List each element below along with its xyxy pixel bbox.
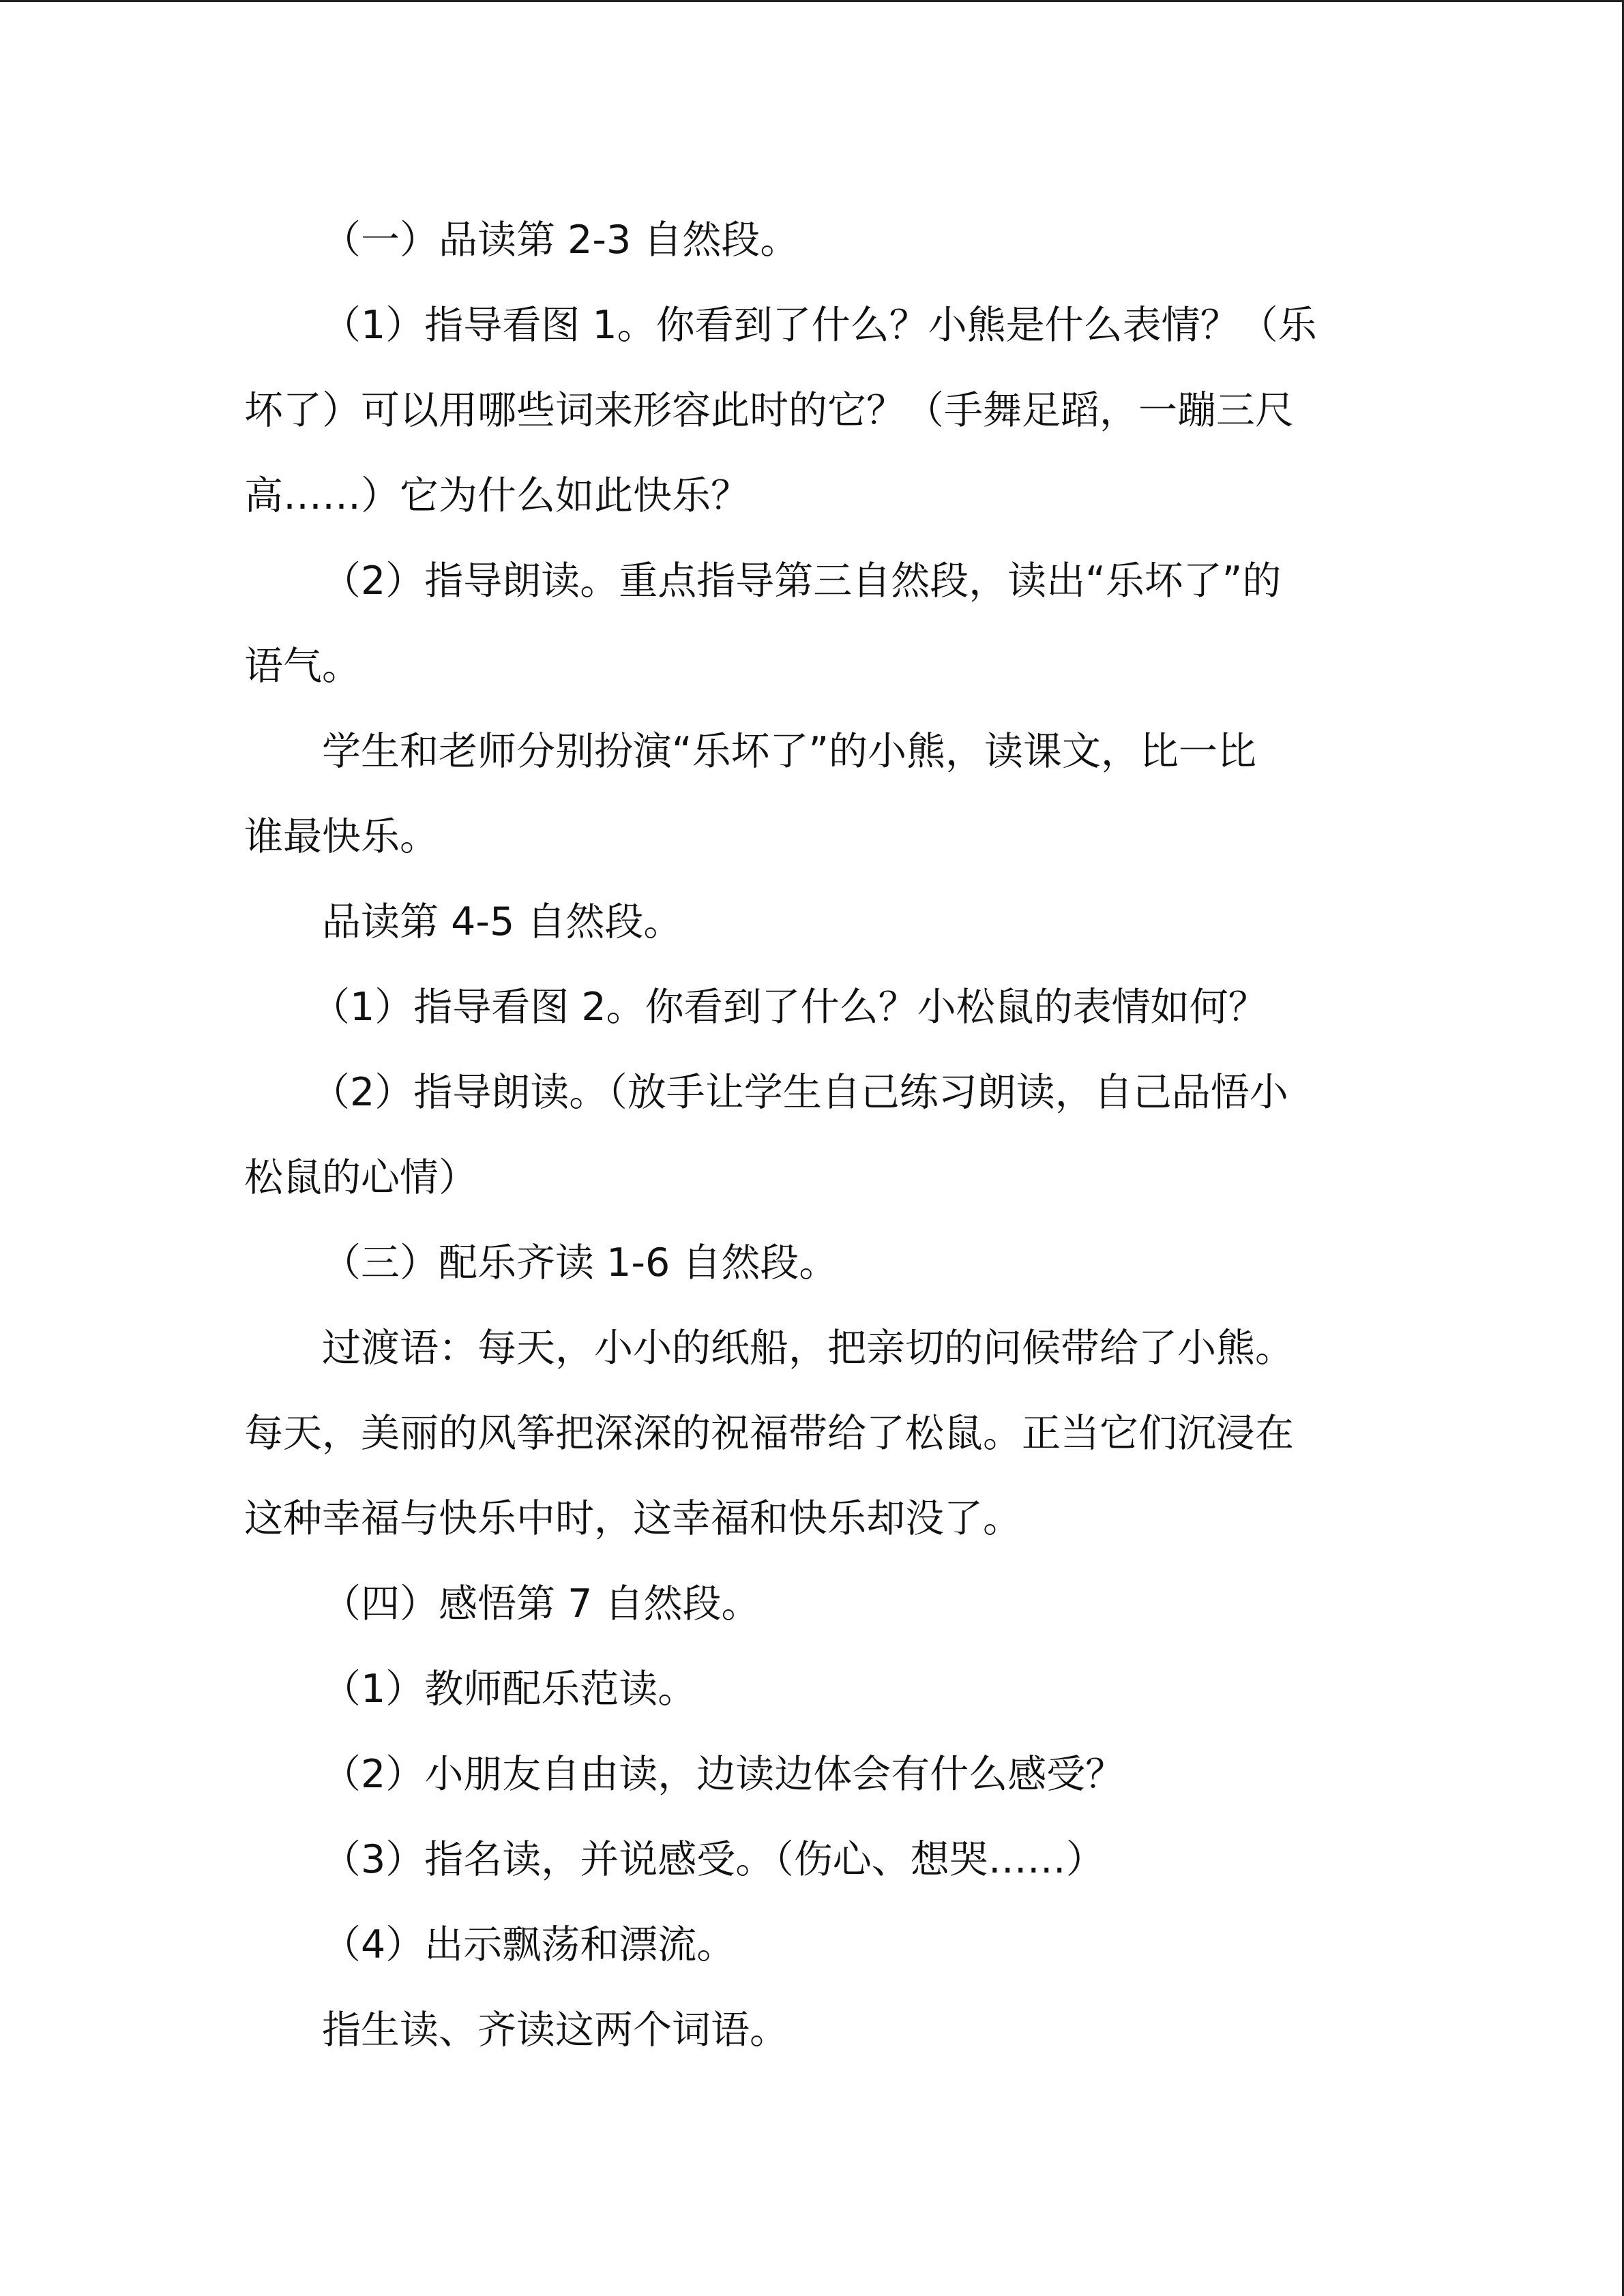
paragraph-line: （2）小朋友自由读，边读边体会有什么感受？ [322, 1752, 1125, 1797]
paragraph-line: （4）出示飘荡和漂流。 [322, 1922, 736, 1967]
paragraph-line: 指生读、齐读这两个词语。 [322, 2008, 788, 2053]
paragraph-line: （1）教师配乐范读。 [322, 1667, 697, 1712]
section-heading-2: 品读第 4-5 自然段。 [322, 899, 683, 944]
paragraph-line: （1）指导看图 1。你看到了什么？小熊是什么表情？（乐 [322, 303, 1317, 348]
paragraph-line: 高……）它为什么如此快乐？ [244, 473, 750, 518]
paragraph-line: （2）指导朗读。（放手让学生自己练习朗读，自己品悟小 [311, 1070, 1288, 1115]
section-heading-3: （三）配乐齐读 1-6 自然段。 [322, 1240, 838, 1285]
paragraph-line: 这种幸福与快乐中时，这幸福和快乐却没了。 [244, 1496, 1022, 1541]
paragraph-line: 松鼠的心情） [244, 1155, 477, 1200]
paragraph-line: （3）指名读，并说感受。（伤心、想哭……） [322, 1837, 1105, 1882]
paragraph-line: （1）指导看图 2。你看到了什么？小松鼠的表情如何？ [311, 985, 1267, 1030]
paragraph-line: （2）指导朗读。重点指导第三自然段，读出“乐坏了”的 [322, 558, 1282, 603]
paragraph-line: 谁最快乐。 [244, 814, 439, 859]
document-body [244, 198, 1376, 2073]
paragraph-line: 学生和老师分别扮演“乐坏了”的小熊，读课文，比一比 [322, 729, 1257, 774]
paragraph-line: 过渡语：每天，小小的纸船，把亲切的问候带给了小熊。 [322, 1326, 1294, 1371]
paragraph-line: 每天，美丽的风筝把深深的祝福带给了松鼠。正当它们沉浸在 [244, 1411, 1294, 1456]
paragraph-line: 语气。 [244, 644, 361, 689]
section-heading-1: （一）品读第 2-3 自然段。 [322, 218, 799, 263]
section-heading-4: （四）感悟第 7 自然段。 [322, 1581, 761, 1626]
page-top-border [0, 0, 1624, 2]
paragraph-line: 坏了）可以用哪些词来形容此时的它？（手舞足蹈，一蹦三尺 [244, 388, 1294, 433]
